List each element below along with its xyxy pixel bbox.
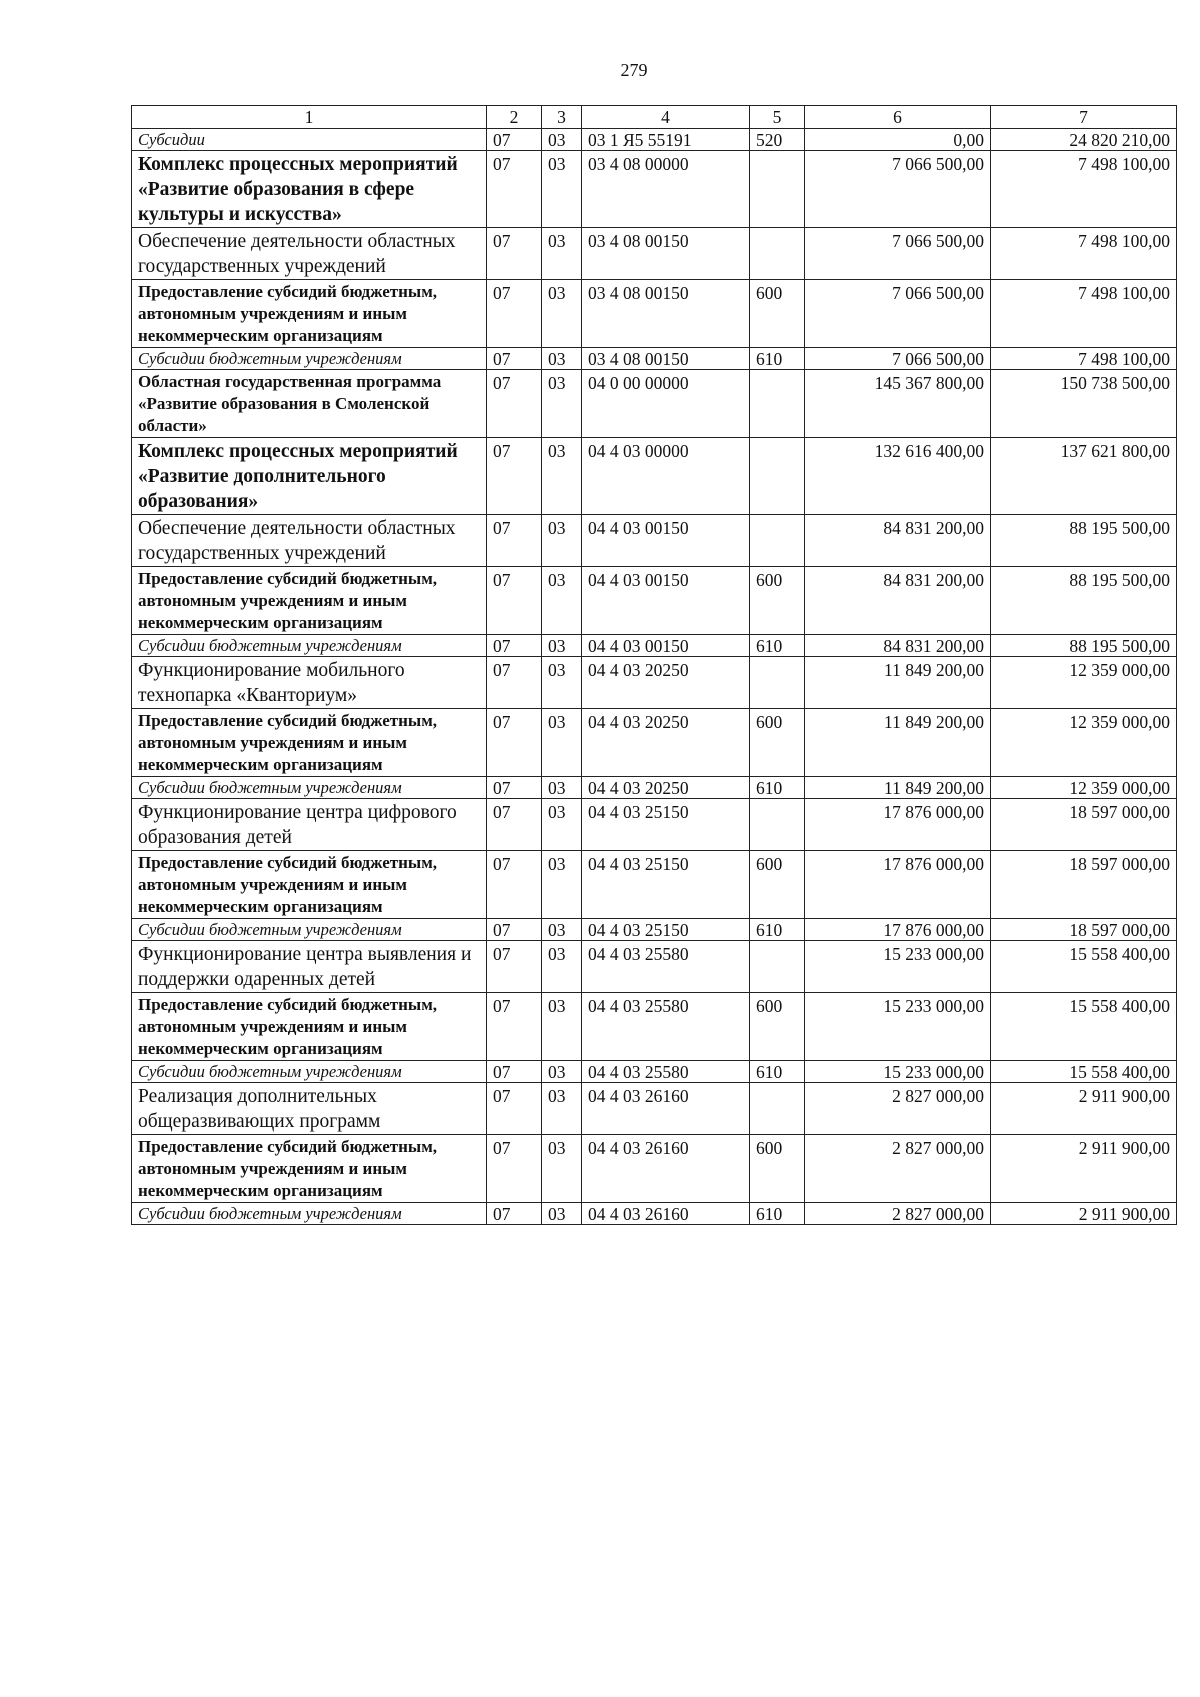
expense-type-code bbox=[750, 515, 805, 567]
table-row bbox=[132, 348, 1177, 370]
section-code: 07 bbox=[487, 1083, 542, 1135]
header-cell: 7 bbox=[991, 106, 1177, 129]
section-code: 07 bbox=[487, 709, 542, 777]
table-row bbox=[132, 515, 1177, 567]
header-cell: 3 bbox=[542, 106, 582, 129]
expense-type-code bbox=[750, 151, 805, 228]
target-article-code: 03 4 08 00150 bbox=[582, 228, 750, 280]
row-name: Предоставление субсидий бюджетным, автономным учреждениям и иным некоммерческим организациям bbox=[132, 851, 487, 919]
amount-year-2: 15 558 400,00 bbox=[991, 1061, 1177, 1083]
table-row bbox=[132, 635, 1177, 657]
amount-year-2: 88 195 500,00 bbox=[991, 635, 1177, 657]
amount-year-1: 11 849 200,00 bbox=[805, 657, 991, 709]
subsection-code: 03 bbox=[542, 129, 582, 151]
amount-year-2: 88 195 500,00 bbox=[991, 515, 1177, 567]
amount-year-1: 2 827 000,00 bbox=[805, 1135, 991, 1203]
target-article-code: 04 4 03 25580 bbox=[582, 1061, 750, 1083]
target-article-code: 04 4 03 25150 bbox=[582, 851, 750, 919]
subsection-code: 03 bbox=[542, 799, 582, 851]
subsection-code: 03 bbox=[542, 851, 582, 919]
amount-year-1: 0,00 bbox=[805, 129, 991, 151]
target-article-code: 04 4 03 00000 bbox=[582, 438, 750, 515]
subsection-code: 03 bbox=[542, 228, 582, 280]
table-row bbox=[132, 709, 1177, 777]
amount-year-2: 15 558 400,00 bbox=[991, 993, 1177, 1061]
row-name: Субсидии бюджетным учреждениям bbox=[132, 635, 487, 657]
subsection-code: 03 bbox=[542, 709, 582, 777]
amount-year-1: 17 876 000,00 bbox=[805, 851, 991, 919]
expense-type-code: 520 bbox=[750, 129, 805, 151]
subsection-code: 03 bbox=[542, 657, 582, 709]
section-code: 07 bbox=[487, 851, 542, 919]
subsection-code: 03 bbox=[542, 1135, 582, 1203]
amount-year-1: 132 616 400,00 bbox=[805, 438, 991, 515]
section-code: 07 bbox=[487, 777, 542, 799]
amount-year-1: 84 831 200,00 bbox=[805, 567, 991, 635]
row-name: Субсидии бюджетным учреждениям bbox=[132, 777, 487, 799]
amount-year-1: 17 876 000,00 bbox=[805, 799, 991, 851]
table-row bbox=[132, 280, 1177, 348]
subsection-code: 03 bbox=[542, 348, 582, 370]
section-code: 07 bbox=[487, 993, 542, 1061]
subsection-code: 03 bbox=[542, 438, 582, 515]
table-row bbox=[132, 1135, 1177, 1203]
row-name: Функционирование мобильного технопарка «Кванториум» bbox=[132, 657, 487, 709]
amount-year-1: 7 066 500,00 bbox=[805, 228, 991, 280]
expense-type-code: 600 bbox=[750, 993, 805, 1061]
expense-type-code: 610 bbox=[750, 777, 805, 799]
table-row bbox=[132, 129, 1177, 151]
table-row bbox=[132, 777, 1177, 799]
row-name: Обеспечение деятельности областных государственных учреждений bbox=[132, 515, 487, 567]
amount-year-1: 15 233 000,00 bbox=[805, 993, 991, 1061]
target-article-code: 04 4 03 25150 bbox=[582, 919, 750, 941]
amount-year-2: 150 738 500,00 bbox=[991, 370, 1177, 438]
row-name: Субсидии бюджетным учреждениям bbox=[132, 1203, 487, 1225]
row-name: Предоставление субсидий бюджетным, автономным учреждениям и иным некоммерческим организациям bbox=[132, 1135, 487, 1203]
expense-type-code: 610 bbox=[750, 919, 805, 941]
subsection-code: 03 bbox=[542, 280, 582, 348]
target-article-code: 04 4 03 00150 bbox=[582, 567, 750, 635]
amount-year-2: 7 498 100,00 bbox=[991, 151, 1177, 228]
section-code: 07 bbox=[487, 941, 542, 993]
amount-year-2: 12 359 000,00 bbox=[991, 709, 1177, 777]
amount-year-2: 88 195 500,00 bbox=[991, 567, 1177, 635]
section-code: 07 bbox=[487, 438, 542, 515]
section-code: 07 bbox=[487, 567, 542, 635]
expense-type-code bbox=[750, 228, 805, 280]
row-name: Комплекс процессных мероприятий «Развитие дополнительного образования» bbox=[132, 438, 487, 515]
section-code: 07 bbox=[487, 151, 542, 228]
target-article-code: 04 4 03 00150 bbox=[582, 635, 750, 657]
table-row bbox=[132, 1061, 1177, 1083]
subsection-code: 03 bbox=[542, 919, 582, 941]
row-name: Комплекс процессных мероприятий «Развитие образования в сфере культуры и искусства» bbox=[132, 151, 487, 228]
row-name: Субсидии бюджетным учреждениям bbox=[132, 1061, 487, 1083]
row-name: Предоставление субсидий бюджетным, автономным учреждениям и иным некоммерческим организациям bbox=[132, 280, 487, 348]
subsection-code: 03 bbox=[542, 515, 582, 567]
amount-year-1: 15 233 000,00 bbox=[805, 1061, 991, 1083]
expense-type-code: 610 bbox=[750, 348, 805, 370]
amount-year-2: 7 498 100,00 bbox=[991, 228, 1177, 280]
section-code: 07 bbox=[487, 370, 542, 438]
row-name: Субсидии бюджетным учреждениям bbox=[132, 919, 487, 941]
target-article-code: 04 4 03 25150 bbox=[582, 799, 750, 851]
target-article-code: 04 4 03 26160 bbox=[582, 1135, 750, 1203]
amount-year-1: 2 827 000,00 bbox=[805, 1083, 991, 1135]
amount-year-2: 2 911 900,00 bbox=[991, 1203, 1177, 1225]
amount-year-2: 15 558 400,00 bbox=[991, 941, 1177, 993]
amount-year-1: 7 066 500,00 bbox=[805, 151, 991, 228]
header-cell: 4 bbox=[582, 106, 750, 129]
table-row bbox=[132, 228, 1177, 280]
amount-year-1: 2 827 000,00 bbox=[805, 1203, 991, 1225]
subsection-code: 03 bbox=[542, 370, 582, 438]
page-number: 279 bbox=[620, 60, 648, 80]
target-article-code: 04 4 03 00150 bbox=[582, 515, 750, 567]
table-row bbox=[132, 567, 1177, 635]
amount-year-2: 18 597 000,00 bbox=[991, 799, 1177, 851]
header-cell: 2 bbox=[487, 106, 542, 129]
table-row bbox=[132, 438, 1177, 515]
row-name: Реализация дополнительных общеразвивающих программ bbox=[132, 1083, 487, 1135]
section-code: 07 bbox=[487, 799, 542, 851]
row-name: Предоставление субсидий бюджетным, автономным учреждениям и иным некоммерческим организациям bbox=[132, 709, 487, 777]
header-cell: 1 bbox=[132, 106, 487, 129]
table-row bbox=[132, 851, 1177, 919]
amount-year-2: 2 911 900,00 bbox=[991, 1083, 1177, 1135]
table-row bbox=[132, 1203, 1177, 1225]
amount-year-1: 84 831 200,00 bbox=[805, 515, 991, 567]
expense-type-code: 610 bbox=[750, 1203, 805, 1225]
expense-type-code bbox=[750, 438, 805, 515]
row-name: Областная государственная программа «Развитие образования в Смоленской области» bbox=[132, 370, 487, 438]
row-name: Субсидии bbox=[132, 129, 487, 151]
amount-year-1: 11 849 200,00 bbox=[805, 777, 991, 799]
expense-type-code: 600 bbox=[750, 709, 805, 777]
table-row bbox=[132, 919, 1177, 941]
amount-year-2: 24 820 210,00 bbox=[991, 129, 1177, 151]
expense-type-code: 610 bbox=[750, 1061, 805, 1083]
target-article-code: 04 4 03 26160 bbox=[582, 1083, 750, 1135]
expense-type-code bbox=[750, 370, 805, 438]
subsection-code: 03 bbox=[542, 1083, 582, 1135]
target-article-code: 03 4 08 00000 bbox=[582, 151, 750, 228]
section-code: 07 bbox=[487, 515, 542, 567]
amount-year-2: 2 911 900,00 bbox=[991, 1135, 1177, 1203]
section-code: 07 bbox=[487, 129, 542, 151]
table-row bbox=[132, 151, 1177, 228]
table-row bbox=[132, 941, 1177, 993]
budget-table bbox=[131, 105, 1177, 1225]
row-name: Функционирование центра выявления и поддержки одаренных детей bbox=[132, 941, 487, 993]
table-row bbox=[132, 993, 1177, 1061]
section-code: 07 bbox=[487, 1203, 542, 1225]
amount-year-1: 17 876 000,00 bbox=[805, 919, 991, 941]
expense-type-code bbox=[750, 1083, 805, 1135]
target-article-code: 04 4 03 20250 bbox=[582, 709, 750, 777]
amount-year-1: 7 066 500,00 bbox=[805, 348, 991, 370]
expense-type-code bbox=[750, 799, 805, 851]
amount-year-2: 12 359 000,00 bbox=[991, 777, 1177, 799]
amount-year-2: 137 621 800,00 bbox=[991, 438, 1177, 515]
section-code: 07 bbox=[487, 919, 542, 941]
subsection-code: 03 bbox=[542, 151, 582, 228]
header-row bbox=[132, 106, 1177, 129]
target-article-code: 04 4 03 26160 bbox=[582, 1203, 750, 1225]
subsection-code: 03 bbox=[542, 567, 582, 635]
subsection-code: 03 bbox=[542, 993, 582, 1061]
expense-type-code bbox=[750, 657, 805, 709]
row-name: Функционирование центра цифрового образования детей bbox=[132, 799, 487, 851]
expense-type-code bbox=[750, 941, 805, 993]
amount-year-1: 145 367 800,00 bbox=[805, 370, 991, 438]
section-code: 07 bbox=[487, 1061, 542, 1083]
section-code: 07 bbox=[487, 1135, 542, 1203]
target-article-code: 04 4 03 20250 bbox=[582, 657, 750, 709]
expense-type-code: 600 bbox=[750, 567, 805, 635]
amount-year-2: 18 597 000,00 bbox=[991, 851, 1177, 919]
amount-year-2: 18 597 000,00 bbox=[991, 919, 1177, 941]
expense-type-code: 600 bbox=[750, 280, 805, 348]
subsection-code: 03 bbox=[542, 777, 582, 799]
table-row bbox=[132, 1083, 1177, 1135]
amount-year-1: 7 066 500,00 bbox=[805, 280, 991, 348]
target-article-code: 04 4 03 20250 bbox=[582, 777, 750, 799]
section-code: 07 bbox=[487, 228, 542, 280]
row-name: Субсидии бюджетным учреждениям bbox=[132, 348, 487, 370]
section-code: 07 bbox=[487, 348, 542, 370]
amount-year-1: 84 831 200,00 bbox=[805, 635, 991, 657]
row-name: Предоставление субсидий бюджетным, автономным учреждениям и иным некоммерческим организациям bbox=[132, 993, 487, 1061]
table-row bbox=[132, 799, 1177, 851]
target-article-code: 04 4 03 25580 bbox=[582, 941, 750, 993]
target-article-code: 03 1 Я5 55191 bbox=[582, 129, 750, 151]
header-cell: 5 bbox=[750, 106, 805, 129]
expense-type-code: 600 bbox=[750, 851, 805, 919]
table-row bbox=[132, 657, 1177, 709]
target-article-code: 03 4 08 00150 bbox=[582, 280, 750, 348]
target-article-code: 04 4 03 25580 bbox=[582, 993, 750, 1061]
amount-year-1: 11 849 200,00 bbox=[805, 709, 991, 777]
amount-year-2: 7 498 100,00 bbox=[991, 280, 1177, 348]
expense-type-code: 610 bbox=[750, 635, 805, 657]
target-article-code: 04 0 00 00000 bbox=[582, 370, 750, 438]
target-article-code: 03 4 08 00150 bbox=[582, 348, 750, 370]
subsection-code: 03 bbox=[542, 941, 582, 993]
amount-year-2: 7 498 100,00 bbox=[991, 348, 1177, 370]
section-code: 07 bbox=[487, 635, 542, 657]
expense-type-code: 600 bbox=[750, 1135, 805, 1203]
subsection-code: 03 bbox=[542, 1061, 582, 1083]
header-cell: 6 bbox=[805, 106, 991, 129]
subsection-code: 03 bbox=[542, 635, 582, 657]
row-name: Обеспечение деятельности областных государственных учреждений bbox=[132, 228, 487, 280]
subsection-code: 03 bbox=[542, 1203, 582, 1225]
section-code: 07 bbox=[487, 280, 542, 348]
table-row bbox=[132, 370, 1177, 438]
row-name: Предоставление субсидий бюджетным, автономным учреждениям и иным некоммерческим организациям bbox=[132, 567, 487, 635]
section-code: 07 bbox=[487, 657, 542, 709]
amount-year-2: 12 359 000,00 bbox=[991, 657, 1177, 709]
amount-year-1: 15 233 000,00 bbox=[805, 941, 991, 993]
